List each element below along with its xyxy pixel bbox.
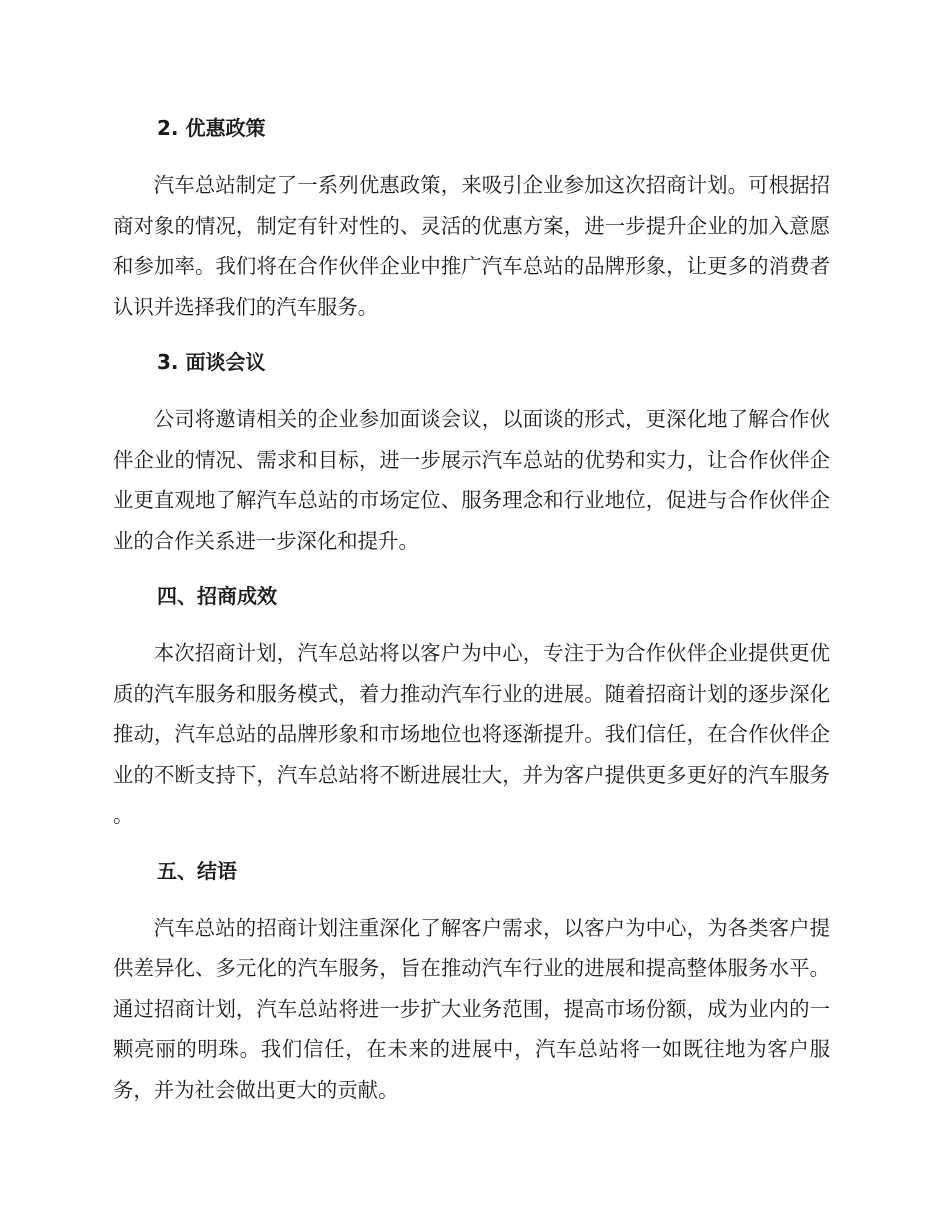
section-paragraph: 本次招商计划，汽车总站将以客户为中心，专注于为合作伙伴企业提供更优质的汽车服务和服务模式，着力推动汽车行业的进展。随着招商计划的逐步深化推动，汽车总站的品牌形象和市场地位也将逐渐提升。我们信任，在合作伙伴企业的不断支持下，汽车总站将不断进展壮大，并为客户提供更多更好的汽车服务 。 <box>113 641 830 827</box>
section-investment-results <box>113 576 830 836</box>
section-preferential-policy <box>113 108 830 327</box>
section-interview-meeting <box>113 342 830 561</box>
section-heading: 五、结语 <box>157 858 237 883</box>
section-paragraph: 汽车总站的招商计划注重深化了解客户需求，以客户为中心，为各类客户提供差异化、多元化的汽车服务，旨在推动汽车行业的进展和提高整体服务水平。通过招商计划，汽车总站将进一步扩大业务范围，提高市场份额，成为业内的一颗亮丽的明珠。我们信任，在未来的进展中，汽车总站将一如既往地为客户服务，并为社会做出更大的贡献。 <box>113 915 830 1102</box>
section-heading: 四、招商成效 <box>157 584 277 608</box>
section-heading: 2. 优惠政策 <box>157 116 266 140</box>
section-heading: 3. 面谈会议 <box>157 350 266 374</box>
section-paragraph: 公司将邀请相关的企业参加面谈会议，以面谈的形式，更深化地了解合作伙伴企业的情况、需求和目标，进一步展示汽车总站的优势和实力，让合作伙伴企业更直观地了解汽车总站的市场定位、服务理念和行业地位，促进与合作伙伴企业的合作关系进一步深化和提升。 <box>113 407 830 553</box>
section-conclusion <box>113 851 830 1111</box>
section-paragraph: 汽车总站制定了一系列优惠政策，来吸引企业参加这次招商计划。可根据招商对象的情况，制定有针对性的、灵活的优惠方案，进一步提升企业的加入意愿和参加率。我们将在合作伙伴企业中推广汽车总站的品牌形象，让更多的消费者认识并选择我们的汽车服务。 <box>113 173 830 319</box>
